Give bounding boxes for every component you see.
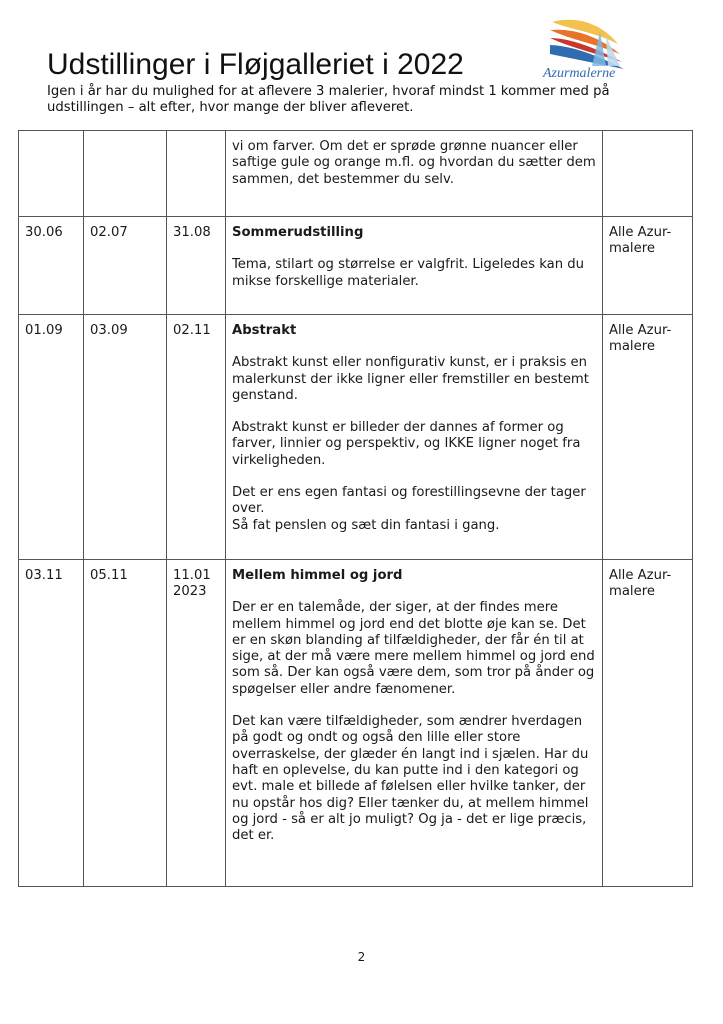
participants-cell: Alle Azur- malere <box>603 315 693 560</box>
page-number: 2 <box>357 950 366 964</box>
description-cell <box>226 131 603 217</box>
table-row <box>19 315 693 560</box>
participants-cell <box>603 131 693 217</box>
table-row <box>19 217 693 315</box>
hang-date-cell: 05.11 <box>84 560 167 887</box>
intro-text: Igen i år har du mulighed for at aflevere 3 malerier, hvoraf mindst 1 kommer med på udstillingen – alt efter, hvor mange der bliver afleveret. <box>47 84 610 115</box>
description-cell <box>226 217 603 315</box>
logo-text: Azurmalerne <box>543 66 616 81</box>
hang-date-cell: 02.07 <box>84 217 167 315</box>
description-paragraph: Det kan være tilfældigheder, som ændrer hverdagen på godt og ondt og også den lille eller store overraskelse, der glæder én langt ind i sjælen. Har du haft en oplevelse, du kan putte ind i den kategori og evt. male et billede af følelsen eller hvilke tanker, der nu opstår hos dig? Eller tænker du, at mellem himmel og jord - så er alt jo muligt? Og ja - det er lige præcis, det er. <box>232 714 589 844</box>
hang-date-cell <box>84 131 167 217</box>
end-date-cell: 11.01 2023 <box>167 560 226 887</box>
page-title: Udstillinger i Fløjgalleriet i 2022 <box>47 48 464 81</box>
start-date-cell <box>19 131 84 217</box>
exhibition-table <box>18 130 693 887</box>
description-paragraph: Abstrakt kunst eller nonfigurativ kunst, er i praksis en malerkunst der ikke ligner eller fremstiller en bestemt genstand. <box>232 355 589 403</box>
description-paragraph: Tema, stilart og størrelse er valgfrit. Ligeledes kan du mikse forskellige materialer. <box>232 257 585 289</box>
table-row <box>19 131 693 217</box>
description-cell <box>226 315 603 560</box>
end-date-cell: 31.08 <box>167 217 226 315</box>
end-date-cell: 02.11 <box>167 315 226 560</box>
table-row <box>19 560 693 887</box>
start-date-cell: 01.09 <box>19 315 84 560</box>
hang-date-cell: 03.09 <box>84 315 167 560</box>
start-date-cell: 03.11 <box>19 560 84 887</box>
description-paragraph: Det er ens egen fantasi og forestillingsevne der tager over. Så fat penslen og sæt din fantasi i gang. <box>232 485 586 533</box>
participants-cell: Alle Azur- malere <box>603 560 693 887</box>
end-date-cell <box>167 131 226 217</box>
description-paragraph: Abstrakt kunst er billeder der dannes af former og farver, linnier og perspektiv, og IKKE ligner noget fra virkeligheden. <box>232 420 581 468</box>
description-cell <box>226 560 603 887</box>
exhibition-title: Abstrakt <box>232 323 297 338</box>
description-paragraph: vi om farver. Om det er sprøde grønne nuancer eller saftige gule og orange m.fl. og hvordan du sætter dem sammen, det bestemmer du selv. <box>232 139 596 187</box>
start-date-cell: 30.06 <box>19 217 84 315</box>
exhibition-title: Sommerudstilling <box>232 225 364 240</box>
description-paragraph: Der er en talemåde, der siger, at der findes mere mellem himmel og jord end det blotte øje kan se. Det er en skøn blanding af tilfældigheder, der får én til at sige, at der må være mere mellem himmel og jord end som så. Der kan også være dem, som tror på ånder og spøgelser eller andre fænomener. <box>232 600 595 697</box>
participants-cell: Alle Azur- malere <box>603 217 693 315</box>
exhibition-title: Mellem himmel og jord <box>232 568 403 583</box>
